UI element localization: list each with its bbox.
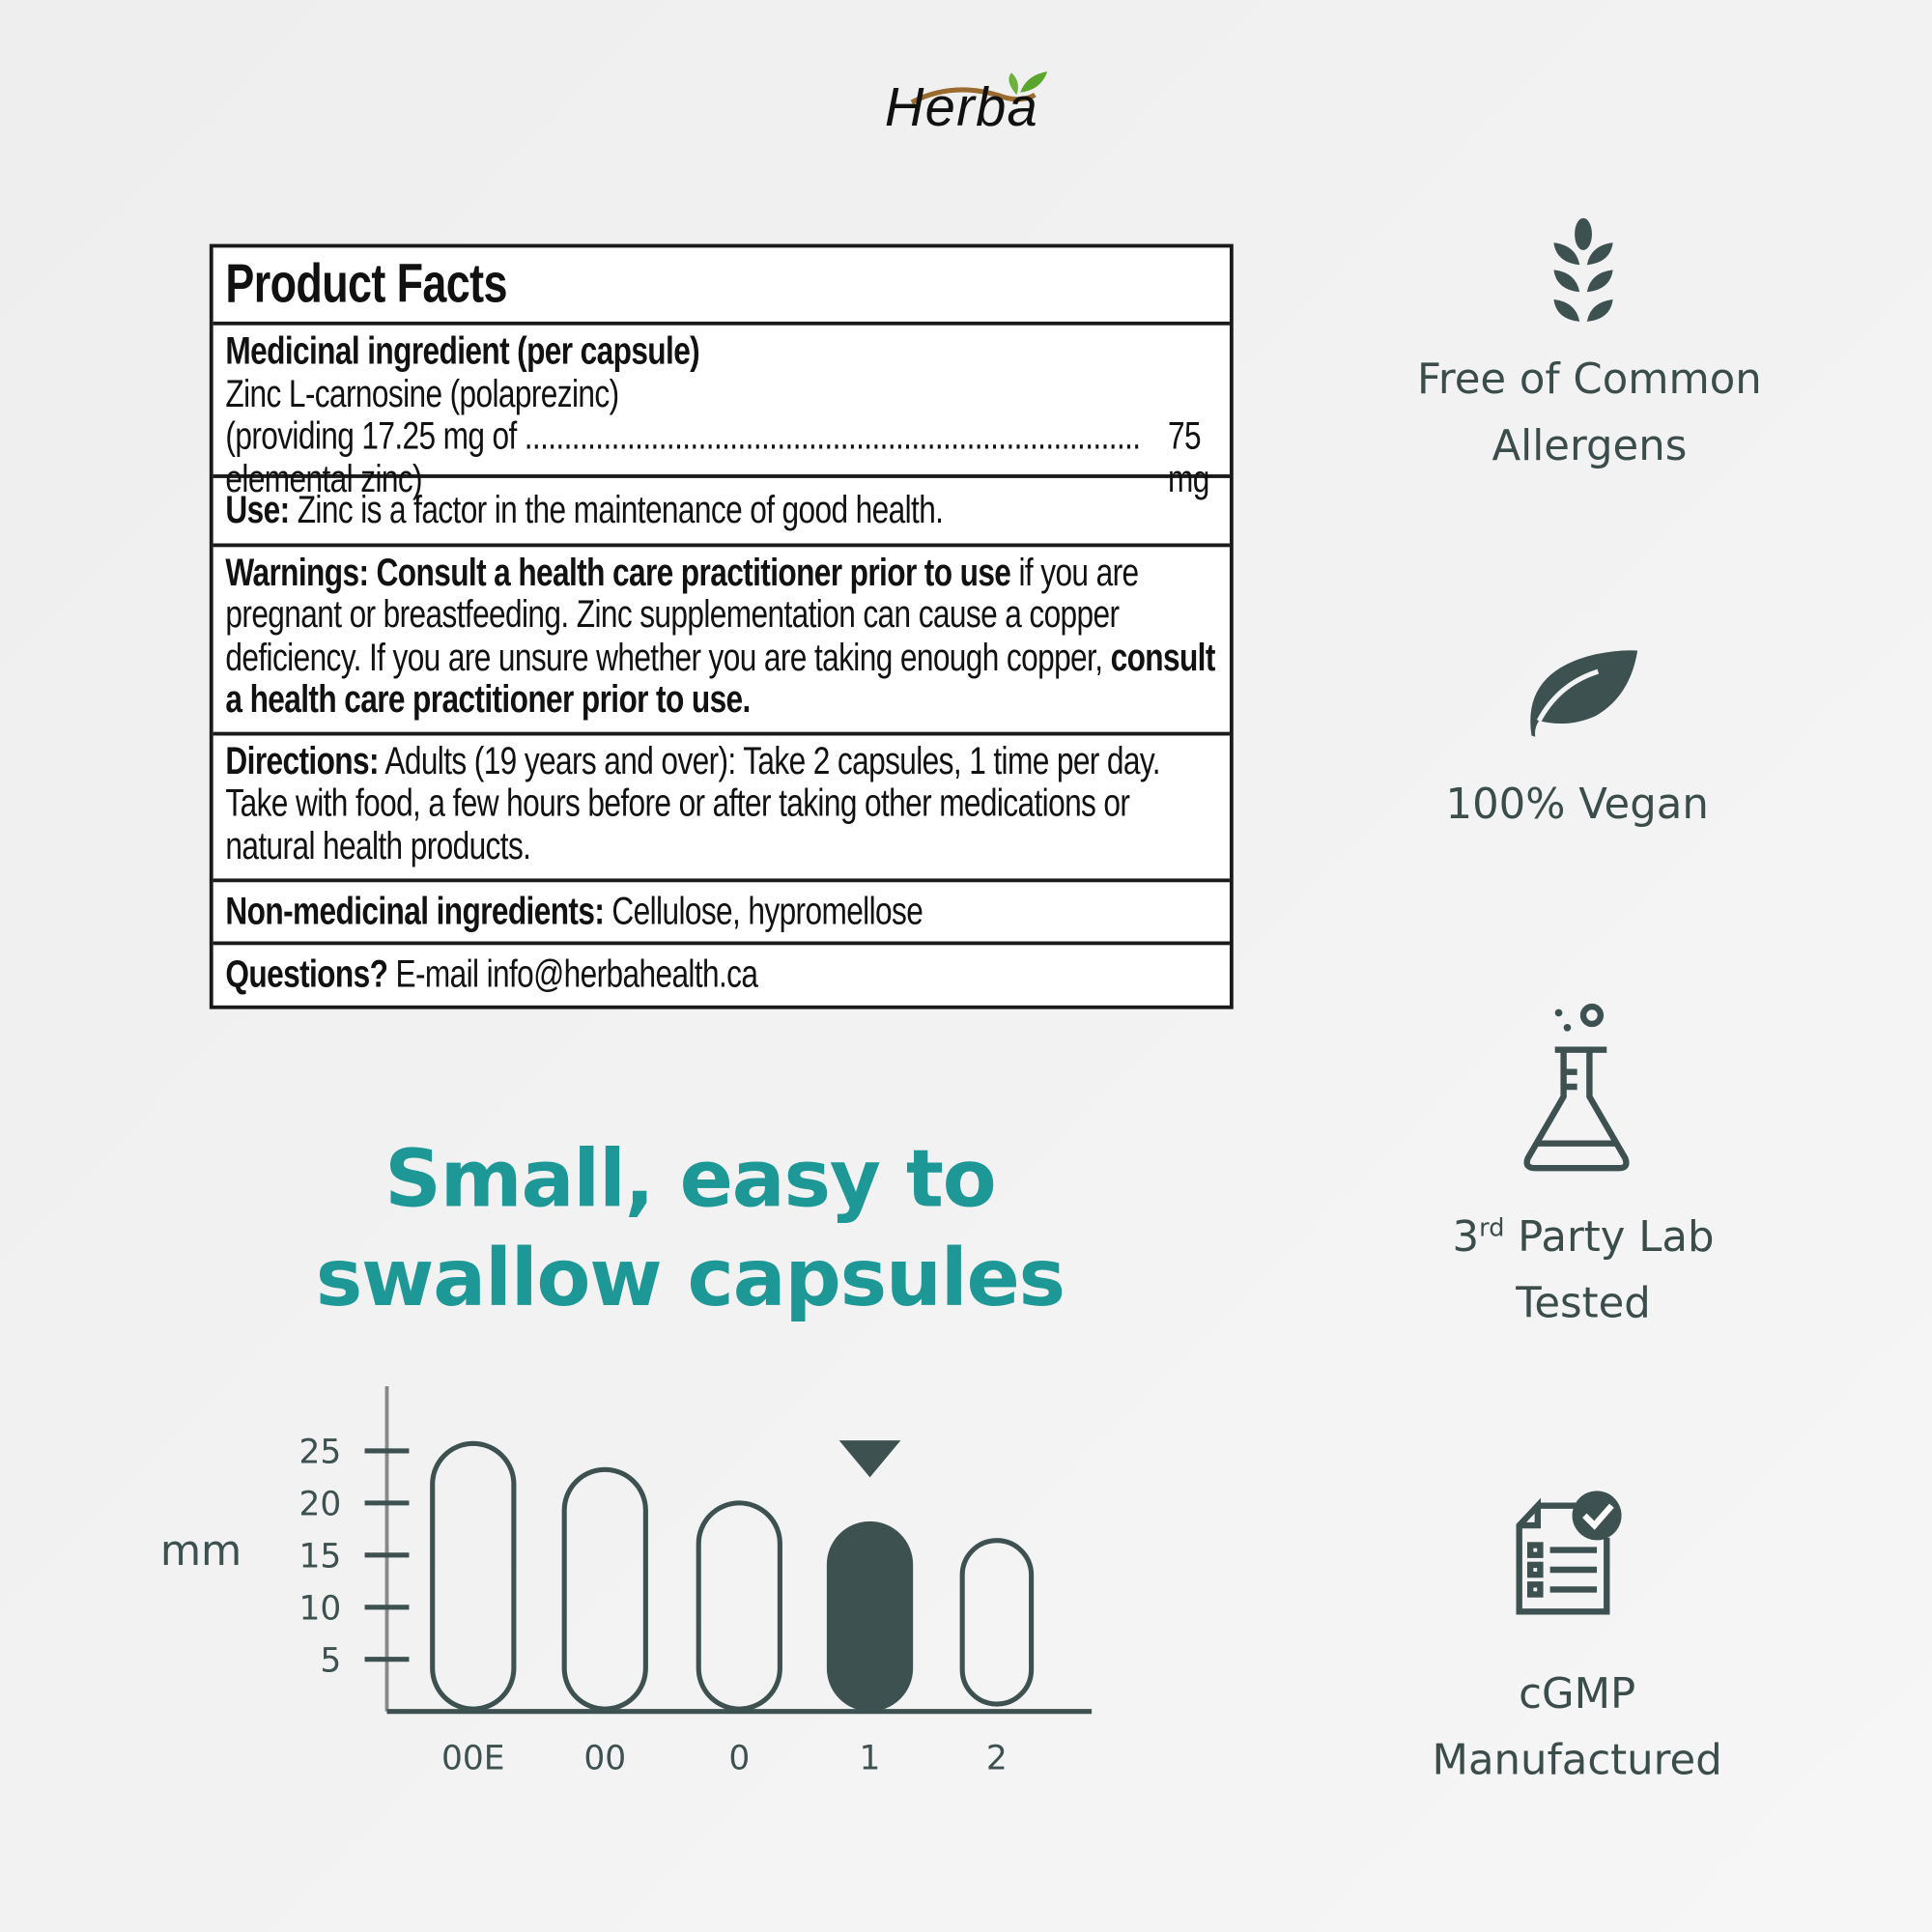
warnings-bold: : Consult a health care practitioner prior to use	[358, 550, 1011, 594]
ingredient-name: Zinc L-carnosine (polaprezinc)	[225, 371, 619, 415]
warnings-bold-2: consult a health care practitioner prior to use.	[225, 635, 1215, 722]
directions-label: Directions:	[225, 738, 379, 782]
feature-text: Allergens	[1492, 421, 1688, 471]
leaf-icon	[1521, 647, 1645, 740]
y-tick-label: 10	[298, 1589, 342, 1629]
y-tick-label: 5	[320, 1641, 342, 1681]
facts-title: Product Facts	[225, 253, 507, 315]
checklist-icon	[1513, 1489, 1626, 1622]
medicinal-heading: Medicinal ingredient (per capsule)	[225, 328, 700, 373]
capsule-1	[829, 1523, 910, 1709]
questions-label: Questions?	[225, 952, 388, 996]
selected-marker-icon	[839, 1440, 901, 1477]
use-label: Use:	[225, 488, 290, 531]
warnings-text: if you are pregnant or breastfeeding. Zinc supplementation can cause a copper deficiency. If you are unsure whether you are taking enough copper,	[225, 550, 1139, 679]
ingredient-detail: (providing 17.25 mg of elemental zinc)	[225, 413, 517, 500]
ingredient-amount: 75 mg	[1168, 413, 1209, 500]
y-tick-label: 25	[298, 1433, 342, 1472]
questions-email: E-mail info@herbahealth.ca	[387, 952, 758, 996]
heading-line-1: Small, easy to	[384, 1134, 996, 1227]
capsule-0	[698, 1503, 780, 1709]
y-tick-label: 20	[298, 1485, 342, 1524]
warnings-label: Warnings	[225, 550, 359, 594]
wheat-icon	[1547, 215, 1621, 328]
feature-cgmp	[1343, 1661, 1811, 1794]
herba-logo: Herba	[881, 68, 1054, 142]
capsule-00	[564, 1469, 645, 1709]
feature-vegan	[1343, 771, 1811, 838]
y-tick-label: 15	[298, 1537, 342, 1577]
x-tick-label: 1	[859, 1739, 881, 1778]
feature-text: Party Lab	[1504, 1212, 1715, 1263]
capsule-00E	[433, 1443, 514, 1709]
nonmed-label: Non-medicinal ingredients:	[225, 889, 605, 932]
feature-text: 100% Vegan	[1445, 780, 1709, 830]
feature-text: cGMP	[1519, 1669, 1636, 1719]
x-tick-label: 0	[728, 1739, 751, 1778]
feature-lab-tested	[1350, 1194, 1818, 1337]
feature-text-sup: rd	[1479, 1212, 1505, 1242]
feature-text: 3	[1452, 1212, 1480, 1263]
x-tick-label: 2	[985, 1739, 1008, 1778]
x-tick-label: 00	[583, 1739, 627, 1778]
feature-text: Tested	[1516, 1279, 1651, 1329]
feature-text: Manufactured	[1432, 1736, 1722, 1786]
heading-line-2: swallow capsules	[315, 1233, 1065, 1325]
y-axis-label: mm	[159, 1526, 242, 1576]
flask-icon	[1518, 998, 1634, 1177]
directions-text: Adults (19 years and over): Take 2 capsules, 1 time per day. Take with food, a few hours before or after taking other medications or natural health products.	[225, 738, 1160, 867]
medicinal-row: Medicinal ingredient (per capsule) Zinc L-carnosine (polaprezinc) (providing 17.25 mg of elemental zinc) .............................................................................. 75 mg	[213, 322, 1230, 474]
feature-text: Free of Common	[1417, 355, 1762, 405]
use-text: Zinc is a factor in the maintenance of good health.	[289, 488, 944, 531]
feature-allergen-free	[1355, 346, 1824, 479]
x-tick-label: 00E	[441, 1739, 505, 1778]
nonmed-text: Cellulose, hypromellose	[604, 889, 923, 932]
capsule-2	[962, 1541, 1031, 1704]
